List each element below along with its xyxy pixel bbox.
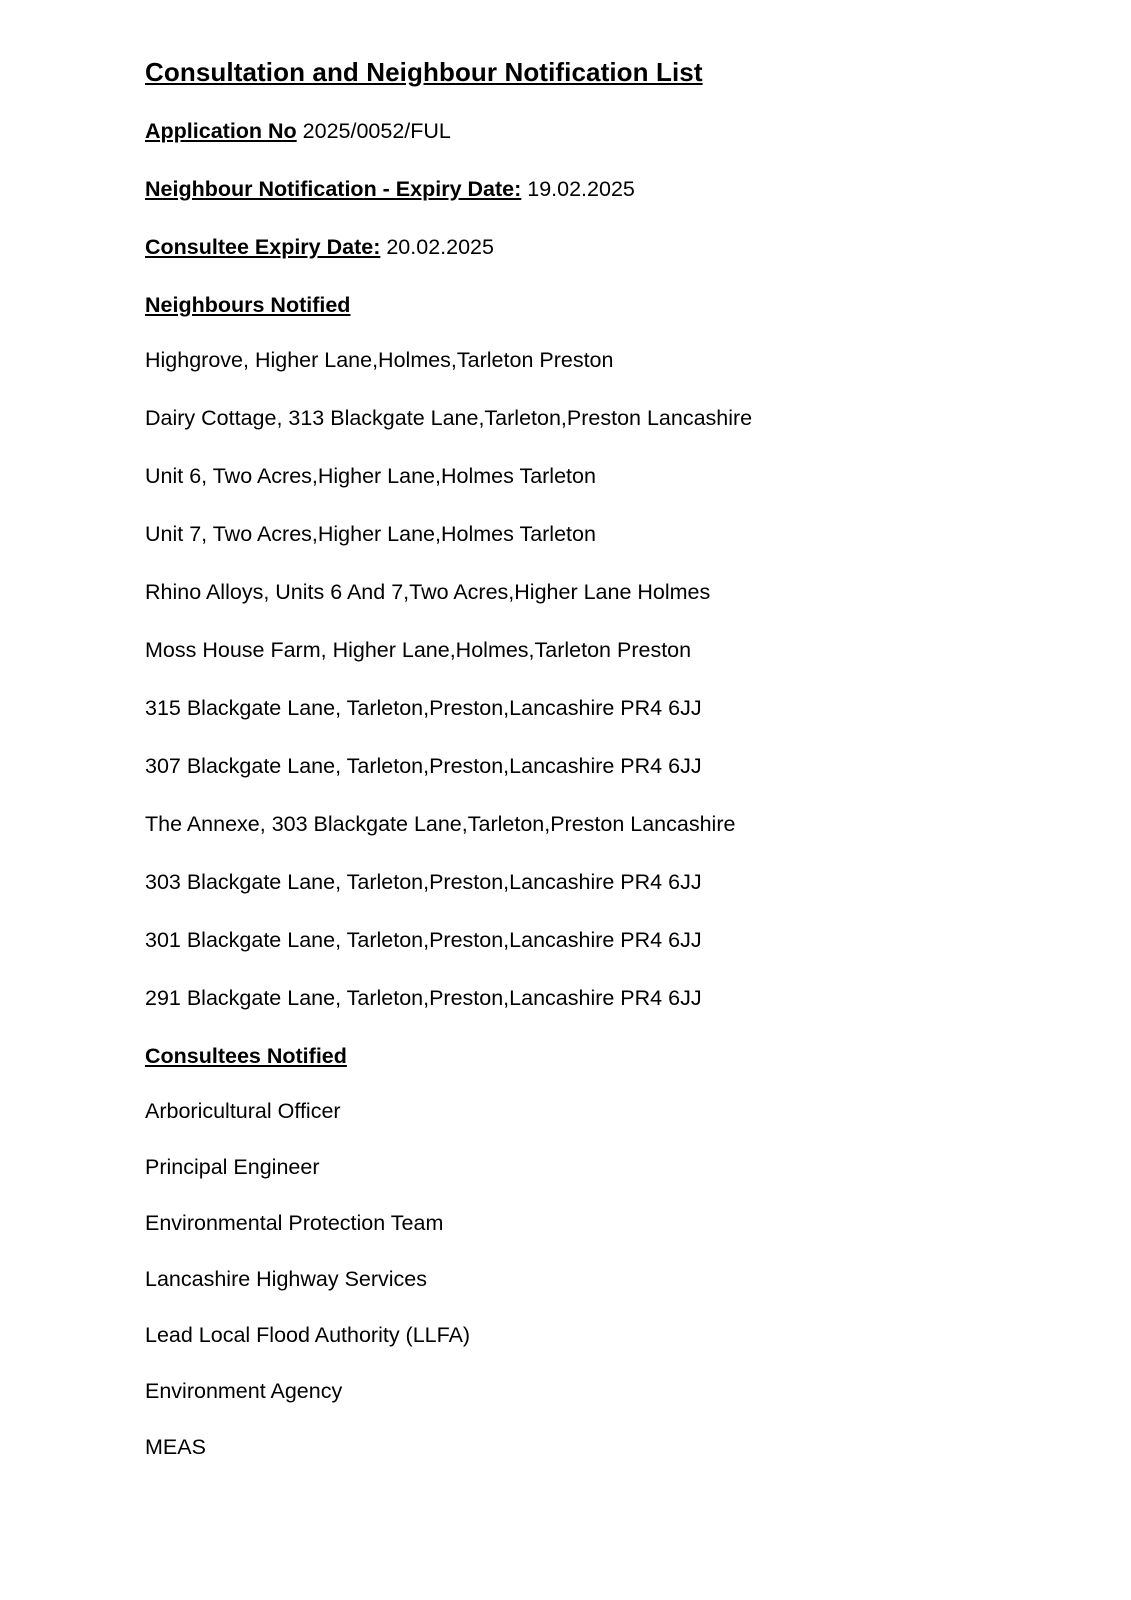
consultees-notified-list	[145, 1097, 1011, 1462]
section-heading-consultees-notified: Consultees Notified	[145, 1043, 347, 1068]
field-consultee-expiry-label: Consultee Expiry Date:	[145, 234, 381, 259]
list-item: Principal Engineer	[145, 1154, 320, 1179]
list-item: Environment Agency	[145, 1378, 343, 1403]
list-item: Highgrove, Higher Lane,Holmes,Tarleton Preston	[145, 347, 614, 372]
list-item: 291 Blackgate Lane, Tarleton,Preston,Lancashire PR4 6JJ	[145, 985, 702, 1010]
field-application-no	[145, 117, 1011, 146]
list-item: Rhino Alloys, Units 6 And 7,Two Acres,Higher Lane Holmes	[145, 579, 711, 604]
page-title: Consultation and Neighbour Notification List	[145, 57, 703, 87]
neighbours-notified-list	[145, 346, 1011, 1013]
list-item: Lancashire Highway Services	[145, 1266, 428, 1291]
list-item: Moss House Farm, Higher Lane,Holmes,Tarleton Preston	[145, 637, 692, 662]
list-item: 301 Blackgate Lane, Tarleton,Preston,Lancashire PR4 6JJ	[145, 927, 702, 952]
list-item: Lead Local Flood Authority (LLFA)	[145, 1322, 471, 1347]
list-item: 303 Blackgate Lane, Tarleton,Preston,Lancashire PR4 6JJ	[145, 869, 702, 894]
section-heading-neighbours-notified: Neighbours Notified	[145, 292, 351, 317]
field-neighbour-notification-expiry-value: 19.02.2025	[521, 176, 635, 201]
list-item: Dairy Cottage, 313 Blackgate Lane,Tarleton,Preston Lancashire	[145, 405, 753, 430]
field-application-no-value: 2025/0052/FUL	[296, 118, 451, 143]
list-item: Environmental Protection Team	[145, 1210, 444, 1235]
field-neighbour-notification-expiry-label: Neighbour Notification - Expiry Date:	[145, 176, 522, 201]
list-item: Arboricultural Officer	[145, 1098, 341, 1123]
list-item: The Annexe, 303 Blackgate Lane,Tarleton,Preston Lancashire	[145, 811, 736, 836]
field-consultee-expiry-value: 20.02.2025	[380, 234, 494, 259]
field-neighbour-notification-expiry	[145, 175, 1011, 204]
list-item: 307 Blackgate Lane, Tarleton,Preston,Lancashire PR4 6JJ	[145, 753, 702, 778]
list-item: 315 Blackgate Lane, Tarleton,Preston,Lancashire PR4 6JJ	[145, 695, 702, 720]
list-item: Unit 7, Two Acres,Higher Lane,Holmes Tarleton	[145, 521, 596, 546]
list-item: MEAS	[145, 1434, 206, 1459]
field-application-no-label: Application No	[145, 118, 297, 143]
list-item: Unit 6, Two Acres,Higher Lane,Holmes Tarleton	[145, 463, 596, 488]
field-consultee-expiry	[145, 233, 1011, 262]
